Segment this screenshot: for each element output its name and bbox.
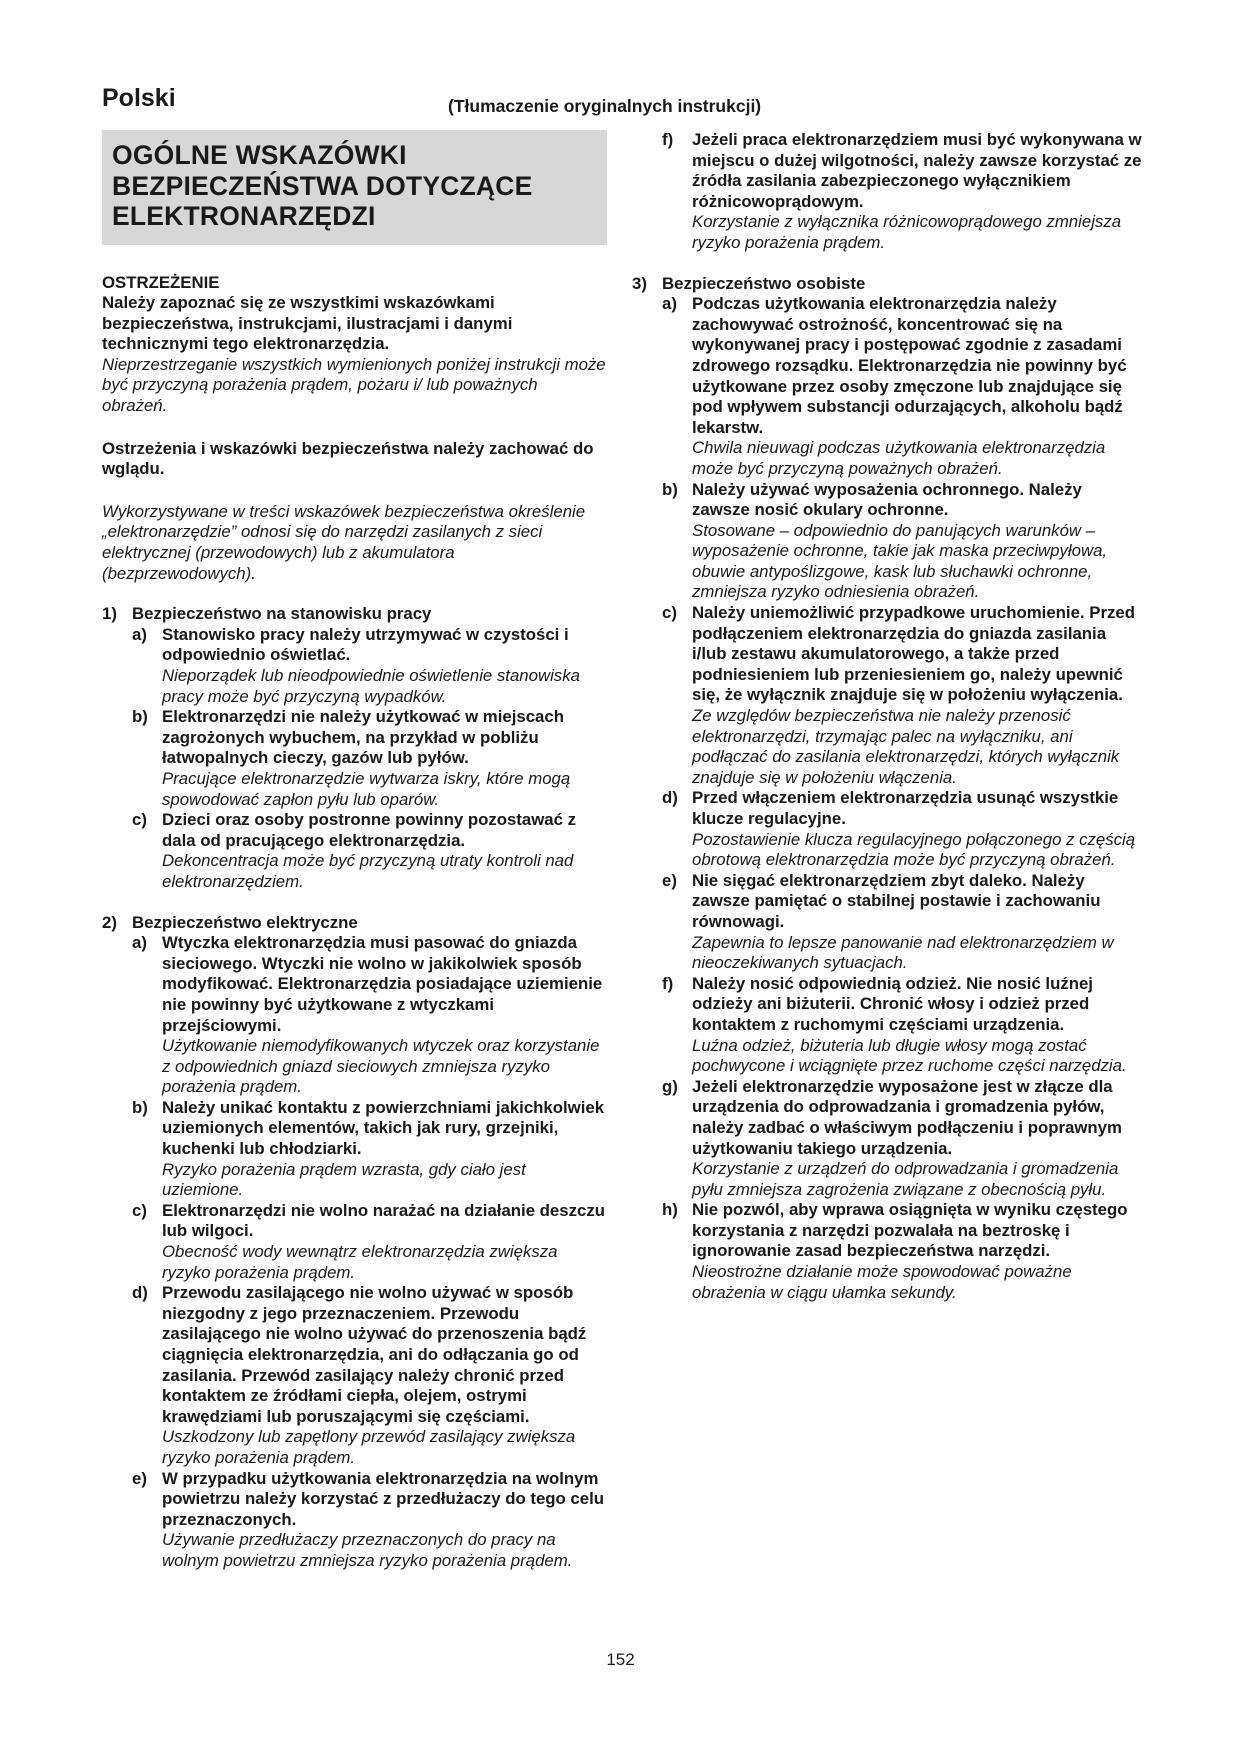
section-heading xyxy=(102,604,607,625)
item-marker: b) xyxy=(132,1097,148,1117)
item-italic: Korzystanie z wyłącznika różnicowoprądowego zmniejsza ryzyko porażenia prądem. xyxy=(692,212,1122,252)
item-bold: Stanowisko pracy należy utrzymywać w czystości i odpowiednio oświetlać. xyxy=(162,624,569,665)
section-personal-safety xyxy=(632,274,1142,1304)
list-item xyxy=(132,1283,607,1468)
warning-consequence: Nieprzestrzeganie wszystkich wymienionych poniżej instrukcji może być przyczyną porażenia prądem, pożaru i/ lub poważnych obrażeń. xyxy=(102,354,606,416)
list-item xyxy=(662,480,1142,604)
section-work-area xyxy=(102,604,607,892)
list-item xyxy=(132,707,607,810)
item-bold: Dzieci oraz osoby postronne powinny pozostawać z dala od pracującego elektronarzędzia. xyxy=(162,810,576,850)
item-italic: Chwila nieuwagi podczas użytkowania elektronarzędzia może być przyczyną poważnych obrażeń. xyxy=(692,438,1106,478)
list-item xyxy=(662,1200,1142,1303)
item-italic: Użytkowanie niemodyfikowanych wtyczek oraz korzystanie z odpowiednich gniazd sieciowych zmniejsza ryzyko porażenia prądem. xyxy=(162,1036,600,1097)
item-italic: Używanie przedłużaczy przeznaczonych do pracy na wolnym powietrzu zmniejsza ryzyko porażenia prądem. xyxy=(162,1530,573,1570)
section-electrical xyxy=(102,913,607,1572)
item-bold: Wtyczka elektronarzędzia musi pasować do gniazda sieciowego. Wtyczki nie wolno w jakikolwiek sposób modyfikować. Elektronarzędzia posiadające uziemienie nie powinny być użytkowane z wtyczkami przejściowymi. xyxy=(162,933,603,1035)
item-italic: Stosowane – odpowiednio do panujących warunków – wyposażenie ochronne, takie jak maska przeciwpyłowa, obuwie antypoślizgowe, kask lub słuchawki ochronne, zmniejsza ryzyko odniesienia obrażeń. xyxy=(692,520,1108,602)
list-item xyxy=(662,871,1142,974)
item-marker: d) xyxy=(132,1283,148,1303)
section-heading xyxy=(102,913,607,934)
item-bold: Należy nosić odpowiednią odzież. Nie nosić luźnej odzieży ani biżuterii. Chronić włosy i odzież przed kontaktem z ruchomymi częściami urządzenia. xyxy=(692,973,1093,1034)
list-item xyxy=(132,1098,607,1201)
item-bold: Należy unikać kontaktu z powierzchniami jakichkolwiek uziemionych elementów, takich jak rury, grzejniki, kuchenki lub chłodziarki. xyxy=(162,1097,605,1159)
item-marker: b) xyxy=(132,707,148,727)
list-item xyxy=(132,625,607,707)
list-item xyxy=(662,974,1142,1077)
list-item xyxy=(662,788,1142,870)
section-number: 3) xyxy=(632,273,647,293)
item-italic: Pozostawienie klucza regulacyjnego połączonego z częścią obrotową elektronarzędzia może być przyczyną obrażeń. xyxy=(692,829,1136,870)
item-italic: Ryzyko porażenia prądem wzrasta, gdy ciało jest uziemione. xyxy=(162,1159,526,1200)
item-marker: a) xyxy=(662,294,677,314)
item-marker: f) xyxy=(662,973,674,993)
section-number: 1) xyxy=(102,604,117,624)
list-item xyxy=(132,1469,607,1572)
language-heading: Polski xyxy=(102,84,176,112)
page-title: OGÓLNE WSKAZÓWKI BEZPIECZEŃSTWA DOTYCZĄCE ELEKTRONARZĘDZI xyxy=(112,140,533,231)
section-title: Bezpieczeństwo elektryczne xyxy=(132,912,358,932)
keep-instructions: Ostrzeżenia i wskazówki bezpieczeństwa należy zachować do wglądu. xyxy=(102,438,594,479)
item-bold: Elektronarzędzi nie należy użytkować w miejscach zagrożonych wybuchem, na przykład w pobliżu łatwopalnych cieczy, gazów lub pyłów. xyxy=(162,707,564,768)
list-item xyxy=(662,130,1142,254)
definition-text: Wykorzystywane w treści wskazówek bezpieczeństwa określenie „elektronarzędzie” odnosi się do narzędzi zasilanych z sieci elektrycznej (przewodowych) lub z akumulatora (bezprzewodowych). xyxy=(102,501,586,583)
item-bold: Przed włączeniem elektronarzędzia usunąć wszystkie klucze regulacyjne. xyxy=(692,788,1119,828)
item-marker: f) xyxy=(662,130,674,149)
item-marker: c) xyxy=(132,1200,147,1220)
item-marker: g) xyxy=(662,1076,678,1096)
item-italic: Dekoncentracja może być przyczyną utraty kontroli nad elektronarzędziem. xyxy=(162,851,574,891)
section-heading xyxy=(632,274,1142,295)
section-title: Bezpieczeństwo osobiste xyxy=(662,273,866,293)
item-italic: Uszkodzony lub zapętlony przewód zasilający zwiększa ryzyko porażenia prądem. xyxy=(162,1427,576,1467)
item-bold: Podczas użytkowania elektronarzędzia należy zachowywać ostrożność, koncentrować się na wykonywanej pracy i postępować zgodnie z zasadami zdrowego rozsądku. Elektronarzędzia nie powinny być użytkowane przez osoby zmęczone lub znajdujące się pod wpływem substancji odurzających, alkoholu bądź lekarstw. xyxy=(692,294,1127,437)
item-italic: Obecność wody wewnątrz elektronarzędzia zwiększa ryzyko porażenia prądem. xyxy=(162,1242,558,1282)
list-item xyxy=(132,933,607,1098)
item-italic: Ze względów bezpieczeństwa nie należy przenosić elektronarzędzi, trzymając palec na wyłączniku, ani podłączać do zasilania elektronarzędzi, których wyłącznik znajduje się w położeniu włączenia. xyxy=(692,706,1120,787)
item-bold: Jeżeli praca elektronarzędziem musi być wykonywana w miejscu o dużej wilgotności, należy zawsze korzystać ze źródła zasilania zabezpieczonego wyłącznikiem różnicowoprądowym. xyxy=(692,130,1142,211)
list-item xyxy=(662,603,1142,788)
item-bold: Elektronarzędzi nie wolno narażać na działanie deszczu lub wilgoci. xyxy=(162,1200,605,1241)
item-bold: Przewodu zasilającego nie wolno używać w sposób niezgodny z jego przeznaczeniem. Przewodu zasilającego nie wolno używać do przenoszenia bądź ciągnięcia elektronarzędzia, ani do odłączania go od zasilania. Przewód zasilający należy chronić przed kontaktem ze źródłami ciepła, olejem, ostrymi krawędziami lub poruszającymi się częściami. xyxy=(162,1283,587,1426)
item-marker: h) xyxy=(662,1200,678,1220)
item-bold: Nie sięgać elektronarzędziem zbyt daleko. Należy zawsze pamiętać o stabilnej postawie i zachowaniu równowagi. xyxy=(692,870,1101,931)
list-item xyxy=(132,1201,607,1283)
item-italic: Nieostrożne działanie może spowodować poważne obrażenia w ciągu ułamka sekundy. xyxy=(692,1262,1072,1302)
item-italic: Luźna odzież, biżuteria lub długie włosy mogą zostać pochwycone i wciągnięte przez ruchome części narzędzia. xyxy=(692,1035,1127,1076)
item-marker: e) xyxy=(662,870,677,890)
item-marker: c) xyxy=(132,810,147,830)
list-item xyxy=(662,294,1142,479)
item-bold: Jeżeli elektronarzędzie wyposażone jest w złącze dla urządzenia do odprowadzania i gromadzenia pyłów, należy zadbać o właściwym podłączeniu i poprawnym użytkowaniu takiego urządzenia. xyxy=(692,1076,1122,1158)
section-title: Bezpieczeństwo na stanowisku pracy xyxy=(132,604,432,624)
translation-note: (Tłumaczenie oryginalnych instrukcji) xyxy=(448,96,762,116)
item-marker: b) xyxy=(662,479,678,499)
warning-text: Należy zapoznać się ze wszystkimi wskazówkami bezpieczeństwa, instrukcjami, ilustracjami i danymi technicznymi tego elektronarzędzia. xyxy=(102,293,513,354)
right-column xyxy=(632,130,1142,1303)
section-number: 2) xyxy=(102,912,117,932)
left-column xyxy=(102,130,607,1572)
item-marker: e) xyxy=(132,1468,147,1488)
item-italic: Korzystanie z urządzeń do odprowadzania i gromadzenia pyłu zmniejsza zagrożenia związane z obecnością pyłu. xyxy=(692,1159,1119,1199)
page-number: 152 xyxy=(606,1650,635,1669)
item-marker: a) xyxy=(132,933,147,953)
item-bold: W przypadku użytkowania elektronarzędzia na wolnym powietrzu należy korzystać z przedłużaczy do tego celu przeznaczonych. xyxy=(162,1468,605,1529)
item-italic: Nieporządek lub nieodpowiednie oświetlenie stanowiska pracy może być przyczyną wypadków. xyxy=(162,666,580,706)
list-item xyxy=(662,1077,1142,1201)
item-marker: c) xyxy=(662,603,677,623)
item-italic: Pracujące elektronarzędzie wytwarza iskry, które mogą spowodować zapłon pyłu lub oparów. xyxy=(162,768,571,809)
warning-label: OSTRZEŻENIE xyxy=(102,272,220,292)
item-bold: Należy uniemożliwić przypadkowe uruchomienie. Przed podłączeniem elektronarzędzia do gniazda zasilania i/lub zestawu akumulatorowego, a także przed podniesieniem lub przeniesieniem go, należy upewnić się, że wyłącznik znajduje się w położeniu wyłączenia. xyxy=(692,603,1135,705)
item-italic: Zapewnia to lepsze panowanie nad elektronarzędziem w nieoczekiwanych sytuacjach. xyxy=(692,932,1114,973)
list-item xyxy=(132,810,607,892)
item-bold: Nie pozwól, aby wprawa osiągnięta w wyniku częstego korzystania z narzędzi pozwalała na beztroskę i ignorowanie zasad bezpieczeństwa narzędzi. xyxy=(692,1200,1128,1261)
item-bold: Należy używać wyposażenia ochronnego. Należy zawsze nosić okulary ochronne. xyxy=(692,479,1082,520)
item-marker: d) xyxy=(662,788,678,808)
item-marker: a) xyxy=(132,624,147,644)
title-box xyxy=(102,130,607,245)
